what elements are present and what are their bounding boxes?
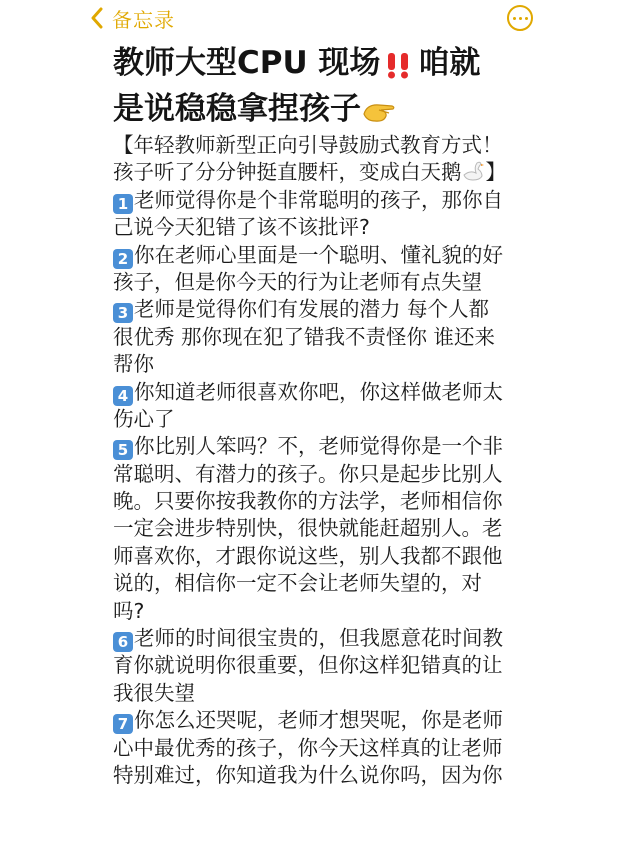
item-line xyxy=(113,406,533,433)
title-line-1: 教师大型CPU 现场 xyxy=(113,45,381,81)
item-text: 我很失望 xyxy=(113,680,195,705)
list-item xyxy=(113,433,533,625)
item-line xyxy=(113,187,533,214)
chevron-left-icon xyxy=(90,7,104,29)
back-label: 备忘录 xyxy=(112,7,175,32)
item-text: 你在老师心里面是一个聪明、懂礼貌的好 xyxy=(134,242,503,267)
item-list xyxy=(113,187,533,790)
number-badge-icon: 7 xyxy=(113,714,133,734)
item-text: 晚。只要你按我教你的方法学，老师相信你 xyxy=(113,489,503,514)
item-line xyxy=(113,707,533,734)
list-item xyxy=(113,625,533,707)
item-text: 己说今天犯错了该不该批评? xyxy=(113,215,370,240)
note-title xyxy=(113,40,533,132)
item-text: 师喜欢你，才跟你说这些，别人我都不跟他 xyxy=(113,543,503,568)
item-line xyxy=(113,351,533,378)
item-line xyxy=(113,515,533,542)
item-text: 老师的时间很宝贵的，但我愿意花时间教 xyxy=(134,626,503,651)
intro-line: 【年轻教师新型正向引导鼓励式教育方式！ xyxy=(113,133,503,157)
number-badge-icon: 4 xyxy=(113,386,133,406)
list-item xyxy=(113,379,533,434)
number-badge-icon: 3 xyxy=(113,303,133,323)
item-line xyxy=(113,214,533,241)
item-text: 吗? xyxy=(113,598,145,623)
item-line xyxy=(113,735,533,762)
item-line xyxy=(113,598,533,625)
item-line xyxy=(113,570,533,597)
double-exclamation-icon xyxy=(382,50,416,80)
back-button[interactable] xyxy=(90,3,175,33)
title-line-2: 是说稳稳拿捏孩子 xyxy=(113,91,361,127)
item-text: 你知道老师很喜欢你吧，你这样做老师太 xyxy=(134,379,503,404)
item-line xyxy=(113,461,533,488)
item-line xyxy=(113,762,533,789)
note-body xyxy=(113,132,533,789)
list-item xyxy=(113,296,533,378)
item-line xyxy=(113,296,533,323)
item-line xyxy=(113,488,533,515)
item-text: 帮你 xyxy=(113,352,154,377)
item-line xyxy=(113,652,533,679)
intro-text: 孩子听了分分钟挺直腰杆，变成白天鹅 xyxy=(113,160,462,185)
item-line xyxy=(113,680,533,707)
item-line xyxy=(113,324,533,351)
pinching-hand-icon xyxy=(361,96,397,126)
list-item xyxy=(113,707,533,789)
intro-line xyxy=(113,159,533,186)
number-badge-icon: 2 xyxy=(113,249,133,269)
item-text: 说的，相信你一定不会让老师失望的，对 xyxy=(113,571,482,596)
item-text: 你怎么还哭呢，老师才想哭呢，你是老师 xyxy=(134,708,503,733)
item-text: 老师是觉得你们有发展的潜力 每个人都 xyxy=(134,297,490,322)
item-text: 伤心了 xyxy=(113,406,175,431)
item-text: 老师觉得你是个非常聪明的孩子，那你自 xyxy=(134,187,503,212)
swan-icon xyxy=(462,160,486,182)
item-text: 常聪明、有潜力的孩子。你只是起步比别人 xyxy=(113,461,503,486)
number-badge-icon: 6 xyxy=(113,632,133,652)
item-text: 特别难过，你知道我为什么说你吗，因为你 xyxy=(113,762,503,787)
item-line xyxy=(113,379,533,406)
item-line xyxy=(113,269,533,296)
number-badge-icon: 5 xyxy=(113,440,133,460)
list-item xyxy=(113,242,533,297)
item-text: 你比别人笨吗？不，老师觉得你是一个非 xyxy=(134,434,503,459)
item-text: 一定会进步特别快，很快就能赶超别人。老 xyxy=(113,516,503,541)
intro-text-tail: 】 xyxy=(485,160,506,185)
more-options-icon[interactable] xyxy=(507,5,533,31)
item-line xyxy=(113,625,533,652)
number-badge-icon: 1 xyxy=(113,194,133,214)
item-text: 很优秀 那你现在犯了错我不责怪你 谁还来 xyxy=(113,324,496,349)
item-text: 孩子，但是你今天的行为让老师有点失望 xyxy=(113,269,482,294)
title-line-1-tail: 咱就 xyxy=(418,45,481,81)
item-text: 心中最优秀的孩子，你今天这样真的让老师 xyxy=(113,735,503,760)
item-text: 育你就说明你很重要，但你这样犯错真的让 xyxy=(113,653,503,678)
navigation-bar xyxy=(0,0,640,40)
list-item xyxy=(113,187,533,242)
item-line xyxy=(113,543,533,570)
item-line xyxy=(113,433,533,460)
item-line xyxy=(113,242,533,269)
